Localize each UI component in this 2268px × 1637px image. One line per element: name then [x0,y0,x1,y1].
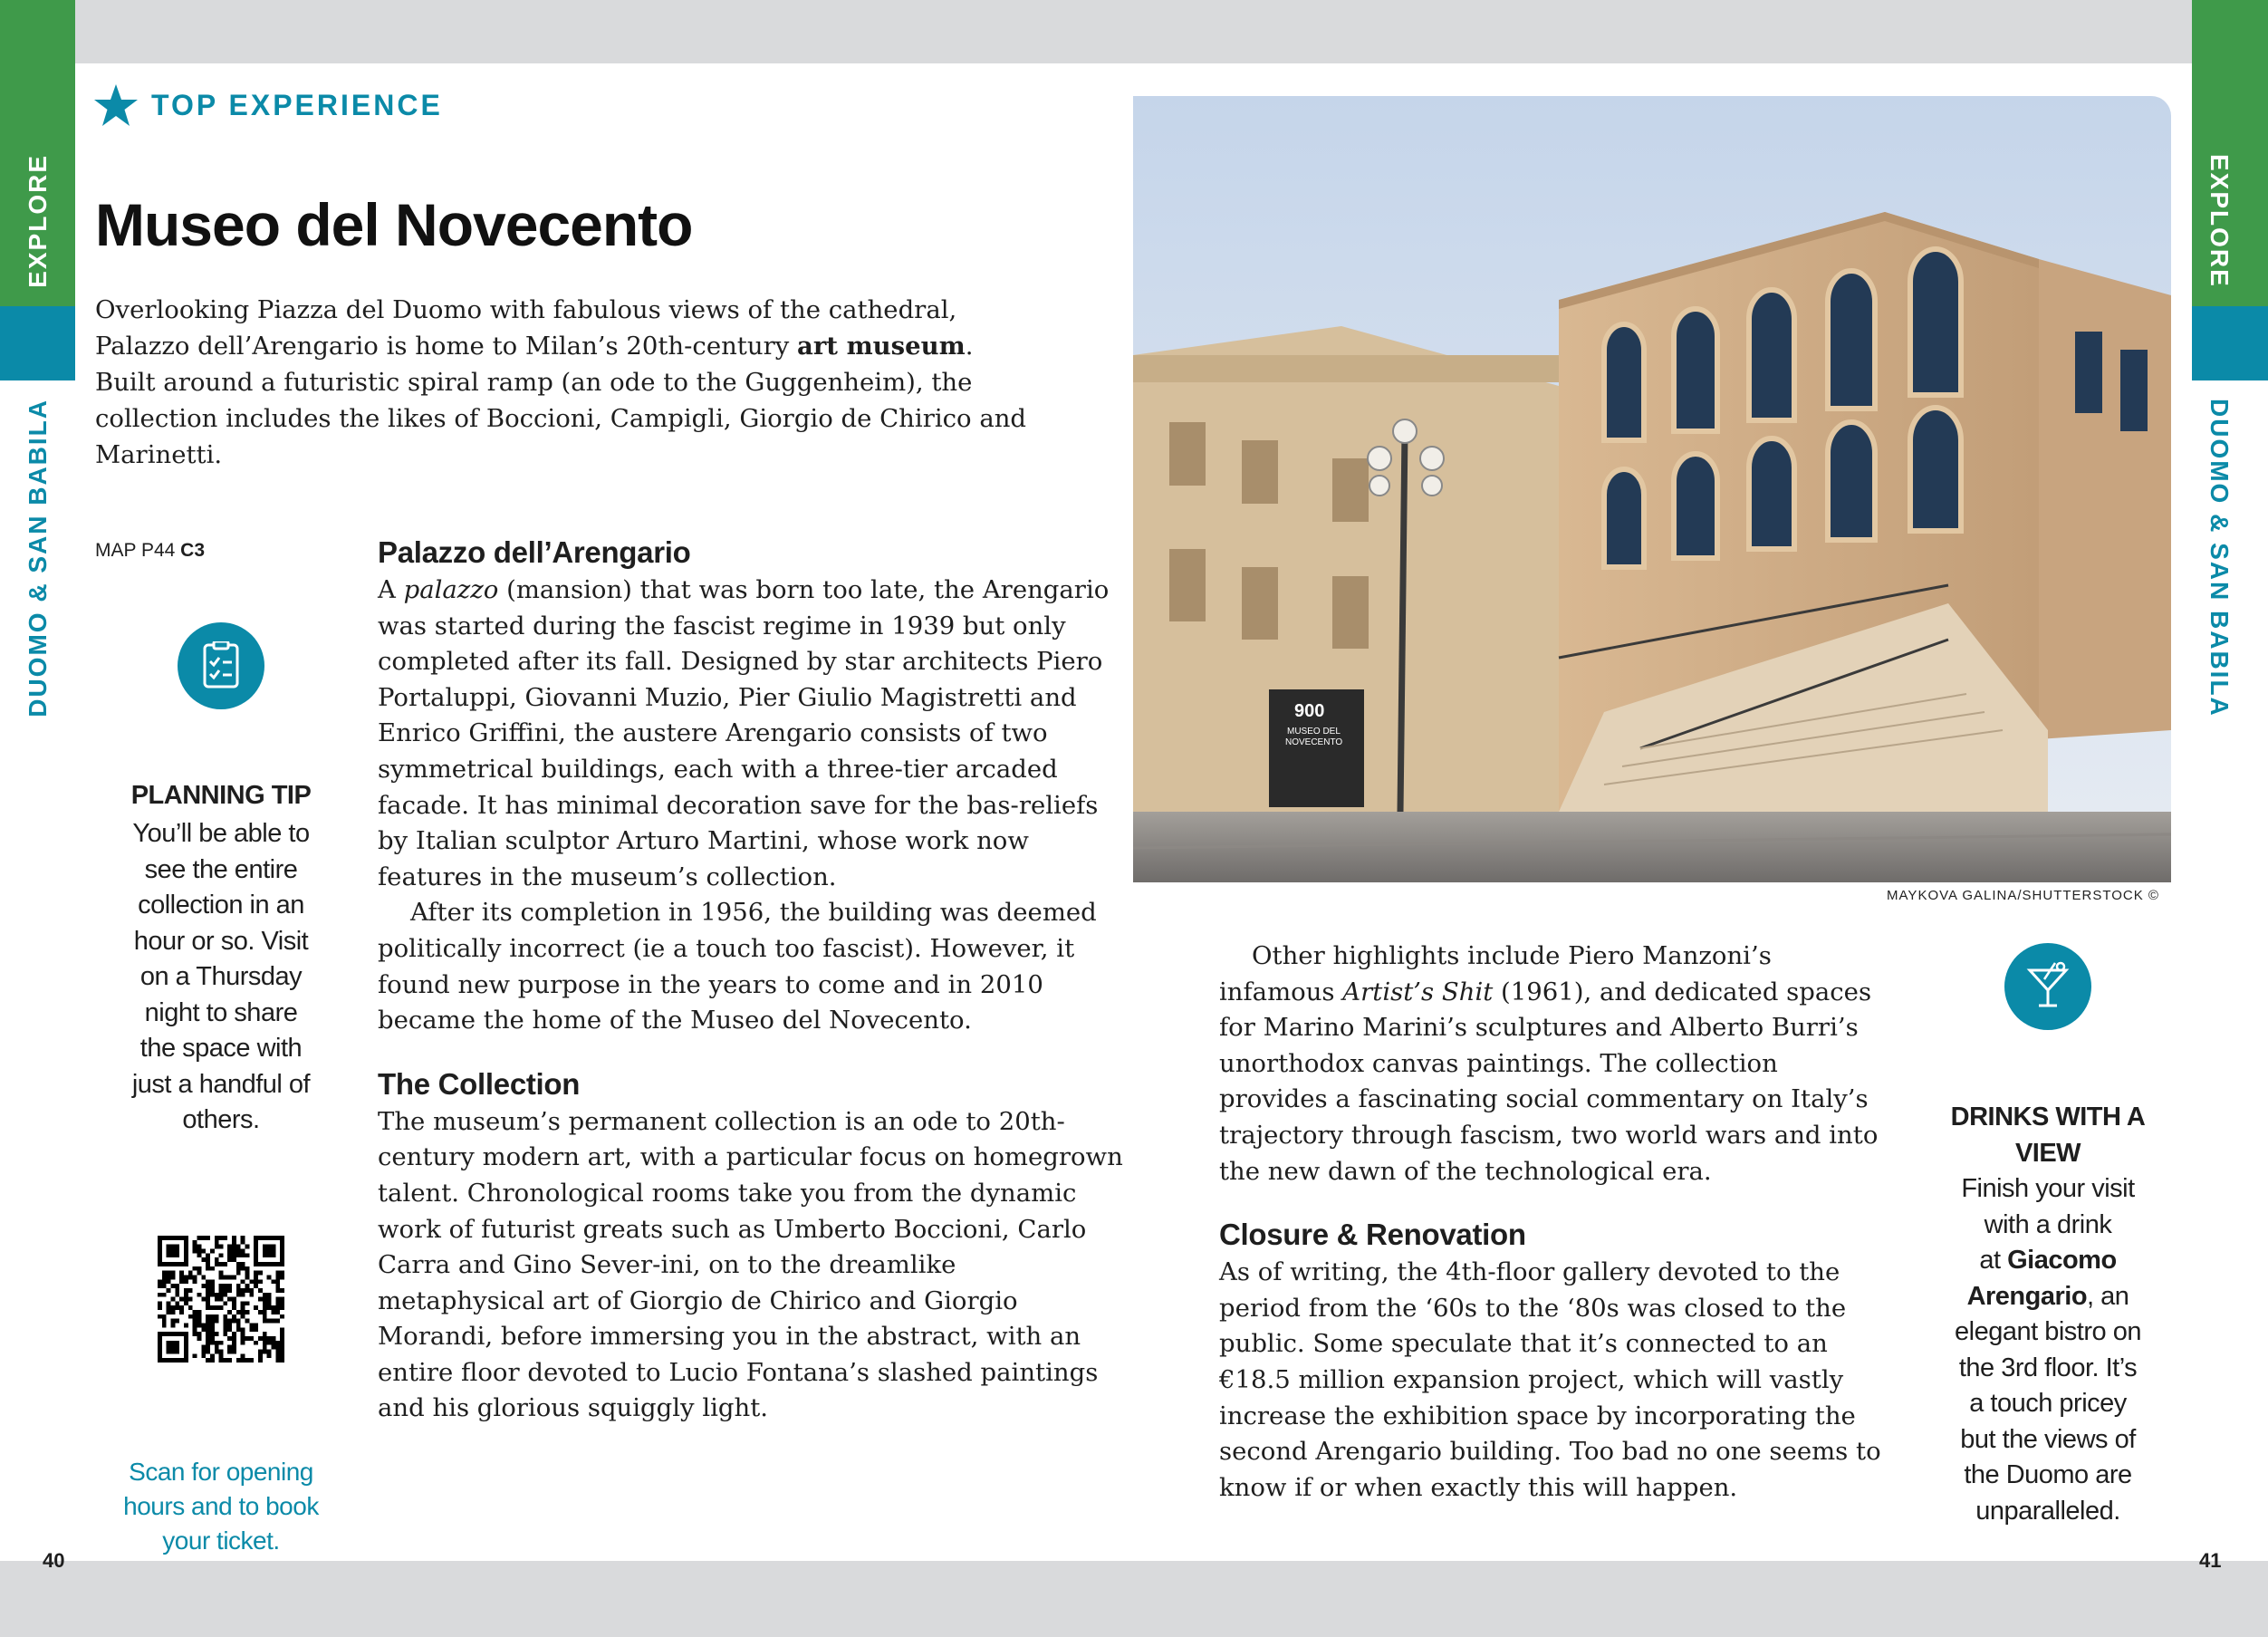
star-icon [93,83,139,127]
photo-credit: MAYKOVA GALINA/SHUTTERSTOCK © [1887,888,2159,903]
drinks-tip-body: Finish your visit with a drink at Giacomo Arengario, an elegant bistro on the 3rd floor. It’s a touch pricey but the views of the Duomo are unparalleled. [1955,1174,2141,1526]
planning-tip-title: PLANNING TIP [130,781,312,810]
page-spread [43,63,2192,1572]
page-number-left: 40 [43,1549,65,1572]
left-explore-label: EXPLORE [24,154,52,288]
main-column-right [1219,939,1882,1506]
map-reference[interactable]: MAP P44 C3 [95,540,206,561]
right-tab-neighbourhood-bar [2192,306,2268,380]
closure-paragraph: As of writing, the 4th-floor gallery devoted to the period from the ‘60s to the ‘80s was closed to the public. Some speculate that it’s connected to an €18.5 million expansion project, which will vastly increase the exhibition space by incorporating the second Arengario building. Too bad no one seems to know if or when exactly this will happen. [1219,1257,1881,1502]
checklist-icon [178,622,264,709]
qr-caption: Scan for opening hours and to book your ticket. [123,1458,319,1555]
drinks-tip-title: DRINKS WITH A VIEW [1950,1103,2146,1168]
heading-arengario: Palazzo dell’Arengario [378,535,691,569]
right-neighbourhood-label: DUOMO & SAN BABILA [2206,399,2234,717]
photo-sign-line-2: MUSEO DEL [1287,727,1341,737]
highlights-paragraph: Other highlights include Piero Manzoni’s infamous Artist’s Shit (1961), and dedicated spaces for Marino Marini’s sculptures and Alberto Burri’s unorthodox canvas paintings. The collection provides a fascinating social commentary on Italy’s trajectory through fascism, two world wars and into the new dawn of the technological era. [1219,941,1879,1186]
qr-code-icon[interactable] [158,1236,284,1363]
collection-paragraph: The museum’s permanent collection is an ode to 20th-century modern art, with a particular focus on homegrown talent. Chronological rooms take you from the dynamic work of futurist greats such as Umberto Boccioni, Carlo Carra and Gino Sever-ini, on to the dreamlike metaphysical art of Giorgio de Chirico and Giorgio Morandi, before immersing you in the abstract, with an entire floor devoted to Lucio Fontana’s slashed paintings and his glorious squiggly light. [378,1106,1123,1423]
museum-photo [1133,96,2171,882]
main-column-left [378,533,1126,1427]
arengario-paragraph-1: A palazzo (mansion) that was born too late, the Arengario was started during the fascist regime in 1939 but only completed after its fall. Designed by star architects Piero Portaluppi, Giovanni Muzio, Pier Giulio Magistretti and Enrico Griffini, the austere Arengario consists of two symmetrical buildings, each with a three-tier arcaded facade. It has minimal decoration save for the bas-reliefs by Italian sculptor Arturo Martini, whose work now features in the museum’s collection. [378,575,1110,891]
top-experience-kicker [93,83,443,127]
cocktail-icon [2004,943,2091,1030]
photo-sign-line-3: NOVECENTO [1285,737,1343,747]
page-title: Museo del Novecento [95,191,693,258]
photo-sign-number: 900 [1294,701,1325,721]
intro-bold: art museum [797,332,966,361]
arengario-paragraph-2: After its completion in 1956, the building was deemed politically incorrect (ie a touch too fascist). However, it found new purpose in the years to come and in 2010 became the home of the Museo del Novecento. [378,898,1097,1035]
page-number-right: 41 [2199,1549,2222,1572]
left-tab-neighbourhood-bar [0,306,75,380]
heading-closure: Closure & Renovation [1219,1218,1526,1252]
left-neighbourhood-label: DUOMO & SAN BABILA [24,399,52,717]
planning-tip-body: You’ll be able to see the entire collection in an hour or so. Visit on a Thursday night to share the space with just a handful of others. [131,819,311,1134]
right-explore-label: EXPLORE [2206,154,2234,288]
intro-paragraph: Overlooking Piazza del Duomo with fabulous views of the cathedral, Palazzo dell’Arengario is home to Milan’s 20th-century art museum. Built around a futuristic spiral ramp (an ode to the Guggenheim), the collection includes the likes of Boccioni, Campigli, Giorgio de Chirico and Marinetti. [95,295,1027,469]
heading-collection: The Collection [378,1066,581,1101]
kicker-label: TOP EXPERIENCE [151,88,443,121]
